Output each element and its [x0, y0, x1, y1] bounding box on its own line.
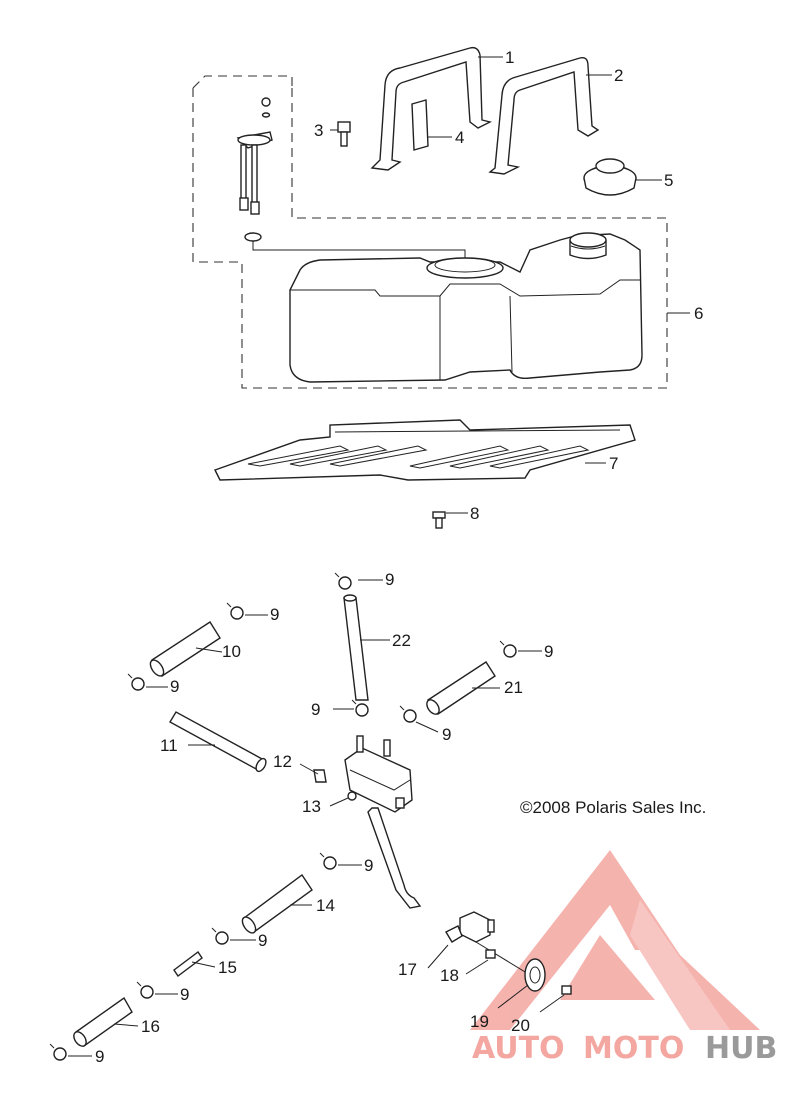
- skid-plate: [215, 420, 635, 480]
- clamp-9-a: [335, 573, 351, 589]
- watermark-moto: MOTO: [583, 1031, 685, 1066]
- callout-20: 20: [511, 1016, 530, 1035]
- hose-11: [170, 712, 264, 770]
- callout-17: 17: [398, 960, 417, 979]
- callout-7: 7: [609, 454, 619, 473]
- tank-strap-2: [490, 58, 598, 174]
- callout-4: 4: [455, 128, 465, 147]
- callout-9-i: 9: [180, 985, 190, 1004]
- callout-9-j: 9: [95, 1047, 105, 1066]
- callout-3: 3: [314, 121, 324, 140]
- callout-16: 16: [141, 1017, 160, 1036]
- hose-22-end: [344, 595, 356, 601]
- clamp-9-j: [50, 1044, 66, 1060]
- clamp-9-c: [128, 674, 144, 690]
- strap-pad: [412, 100, 428, 150]
- callout-10: 10: [222, 642, 241, 661]
- bolt-18: [486, 950, 495, 958]
- watermark-logo: [470, 850, 760, 1030]
- callout-19: 19: [470, 1012, 489, 1031]
- callout-9-c: 9: [170, 677, 180, 696]
- callout-9-a: 9: [385, 570, 395, 589]
- hose-22: [344, 598, 368, 700]
- copyright-notice: ©2008 Polaris Sales Inc.: [520, 798, 707, 817]
- callout-15: 15: [218, 958, 237, 977]
- bolt-8: [433, 512, 445, 528]
- callout-12: 12: [273, 752, 292, 771]
- callout-21: 21: [504, 678, 523, 697]
- watermark-hub: HUB: [705, 1031, 778, 1066]
- clamp-9-h: [212, 928, 228, 944]
- fuel-pickup-assembly: [238, 98, 465, 260]
- bolt-3: [338, 122, 350, 146]
- clamp-9-b: [227, 603, 243, 619]
- fitting-15: [174, 952, 202, 976]
- callout-9-g: 9: [364, 856, 374, 875]
- callout-9-d: 9: [544, 642, 554, 661]
- callout-9-f: 9: [442, 725, 452, 744]
- callout-6: 6: [694, 304, 704, 323]
- clamp-9-i: [137, 982, 153, 998]
- callout-8: 8: [470, 504, 480, 523]
- callout-18: 18: [440, 966, 459, 985]
- clamp-9-f: [400, 706, 416, 722]
- callout-9-h: 9: [258, 931, 268, 950]
- tank-strap-1: [372, 48, 490, 170]
- fuel-valve: [345, 736, 420, 908]
- clamp-9-d: [500, 641, 516, 657]
- callout-22: 22: [392, 631, 411, 650]
- callout-9-b: 9: [270, 605, 280, 624]
- fitting-12: [314, 770, 326, 782]
- clamp-9-e: [352, 700, 368, 716]
- watermark-auto: AUTO: [472, 1031, 565, 1066]
- grommet-19: [525, 959, 545, 991]
- callout-11: 11: [160, 736, 178, 755]
- callout-13: 13: [302, 797, 321, 816]
- nut-20: [562, 986, 571, 994]
- callout-5: 5: [664, 171, 674, 190]
- callout-14: 14: [316, 896, 335, 915]
- fuel-tank: [290, 233, 642, 382]
- callout-9-e: 9: [311, 700, 321, 719]
- callout-2: 2: [614, 66, 624, 85]
- clamp-9-g: [320, 853, 336, 869]
- callout-1: 1: [505, 48, 515, 67]
- fuel-cap: [584, 159, 636, 195]
- group-outline-top: [193, 76, 292, 88]
